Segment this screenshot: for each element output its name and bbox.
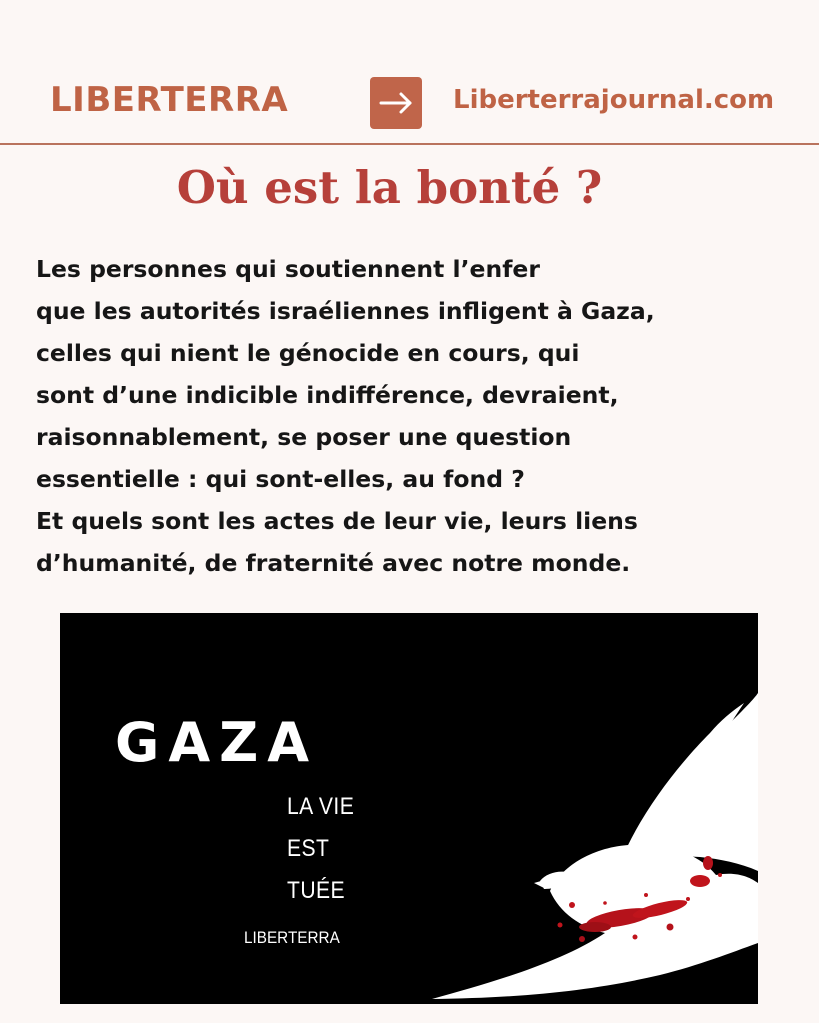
body-line: essentielle : qui sont-elles, au fond ? xyxy=(36,465,525,493)
brand-logo-text: LIBERTERRA xyxy=(50,80,289,120)
body-line: Et quels sont les actes de leur vie, leurs liens xyxy=(36,507,638,535)
body-line: raisonnablement, se poser une question xyxy=(36,423,572,451)
body-line: que les autorités israéliennes infligent à Gaza, xyxy=(36,297,655,325)
body-line: celles qui nient le génocide en cours, qui xyxy=(36,339,580,367)
bloodied-dove-illustration xyxy=(60,613,758,1004)
article-body xyxy=(36,248,796,584)
header-divider xyxy=(0,143,819,145)
poster-brand: LIBERTERRA xyxy=(244,928,340,947)
header xyxy=(0,0,819,145)
poster-line-2: EST xyxy=(287,835,330,862)
website-link[interactable]: Liberterrajournal.com xyxy=(453,85,775,115)
gaza-poster-image xyxy=(60,613,758,1004)
article-title: Où est la bonté ? xyxy=(176,161,603,214)
body-line: Les personnes qui soutiennent l’enfer xyxy=(36,255,540,283)
poster-headline: GAZA xyxy=(115,711,319,774)
arrow-right-icon[interactable] xyxy=(370,77,422,129)
body-line: sont d’une indicible indifférence, devraient, xyxy=(36,381,619,409)
poster-line-3: TUÉE xyxy=(287,877,346,904)
body-line: d’humanité, de fraternité avec notre monde. xyxy=(36,549,631,577)
poster-line-1: LA VIE xyxy=(287,793,355,820)
